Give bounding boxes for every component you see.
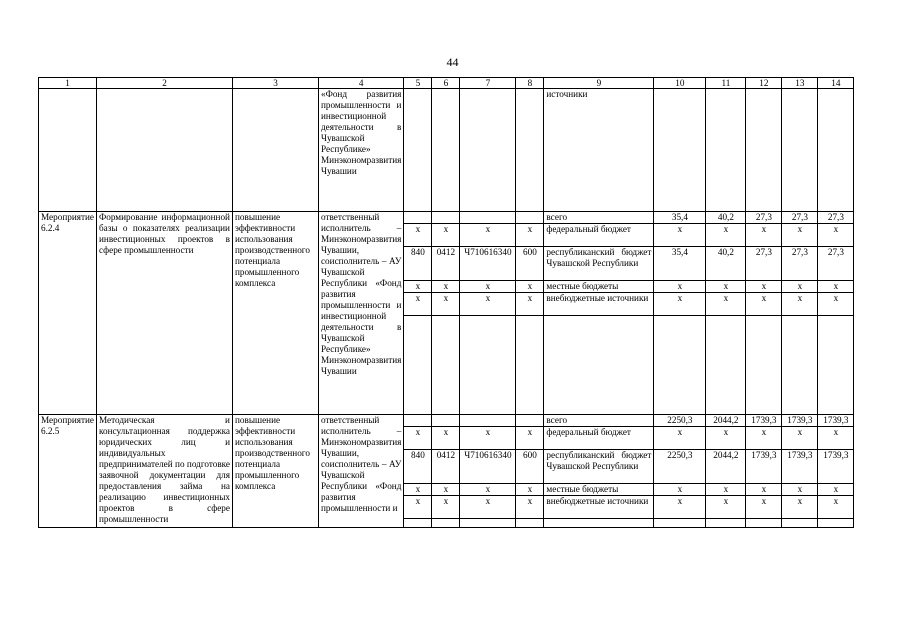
- grbs-code: х: [404, 427, 432, 450]
- col-header: 7: [460, 78, 516, 89]
- value: х: [746, 496, 782, 519]
- col-header: 12: [746, 78, 782, 89]
- col-header: 1: [39, 78, 97, 89]
- value: х: [818, 224, 854, 247]
- funding-source: местные бюджеты: [544, 281, 654, 293]
- grbs-code: 840: [404, 247, 432, 281]
- event-executor: ответственный исполнитель – Минэкономразвития Чувашии, соисполнитель – АУ Чувашской Республики «Фонд развития промышленности и инвестиционной деятельности в Чувашской Республике» Минэкономразвития Чувашии: [318, 212, 403, 415]
- value: х: [654, 484, 706, 496]
- event-name: Методическая и консультационная поддержка юридических лиц и индивидуальных предпринимателей по подготовке заявочной документации для предоставления займа на реализацию инвестиционных проектов в сфере промышленности: [96, 415, 232, 528]
- value: х: [818, 281, 854, 293]
- cell: [432, 316, 460, 415]
- value: х: [706, 427, 746, 450]
- grbs-code: х: [404, 293, 432, 316]
- grbs-code: х: [404, 224, 432, 247]
- event-executor: ответственный исполнитель – Минэкономразвития Чувашии, соисполнитель – АУ Чувашской Республики «Фонд развития промышленности и: [318, 415, 403, 528]
- event-goal: повышение эффективности использования производственного потенциала промышленного комплекса: [232, 212, 318, 415]
- target-code: [460, 415, 516, 427]
- cell: [460, 89, 516, 212]
- value: х: [746, 224, 782, 247]
- continuation-row: [39, 89, 854, 212]
- cell: [516, 89, 544, 212]
- col-header: 11: [706, 78, 746, 89]
- cell: [544, 316, 654, 415]
- col-header: 2: [96, 78, 232, 89]
- cell: [706, 89, 746, 212]
- value: х: [654, 224, 706, 247]
- cell: [39, 89, 97, 212]
- cell: [706, 519, 746, 528]
- section-code: 0412: [432, 450, 460, 484]
- value: 1739,3: [818, 450, 854, 484]
- value: 40,2: [706, 212, 746, 224]
- section-code: х: [432, 281, 460, 293]
- target-code: Ч710616340: [460, 247, 516, 281]
- col-header: 8: [516, 78, 544, 89]
- cell: [818, 89, 854, 212]
- value: 1739,3: [746, 450, 782, 484]
- expense-type: х: [516, 281, 544, 293]
- section-code: х: [432, 496, 460, 519]
- cell: [782, 316, 818, 415]
- expense-type: 600: [516, 247, 544, 281]
- column-number-row: [39, 78, 854, 89]
- cell: [746, 316, 782, 415]
- cell: [654, 89, 706, 212]
- value: х: [782, 427, 818, 450]
- value: 1739,3: [782, 415, 818, 427]
- expense-type: [516, 212, 544, 224]
- value: 2250,3: [654, 450, 706, 484]
- value: 2044,2: [706, 415, 746, 427]
- funding-source: всего: [544, 212, 654, 224]
- cell: [516, 519, 544, 528]
- table-row: [39, 415, 854, 427]
- value: 35,4: [654, 212, 706, 224]
- cell: [746, 519, 782, 528]
- grbs-code: [404, 415, 432, 427]
- cell: [232, 89, 318, 212]
- value: х: [782, 496, 818, 519]
- cell: [544, 519, 654, 528]
- value: х: [782, 293, 818, 316]
- col-header: 14: [818, 78, 854, 89]
- grbs-code: х: [404, 281, 432, 293]
- col-header: 3: [232, 78, 318, 89]
- funding-source: республиканский бюджет Чувашской Республики: [544, 247, 654, 281]
- col-header: 4: [318, 78, 403, 89]
- value: х: [746, 281, 782, 293]
- executor-continued: «Фонд развития промышленности и инвестиционной деятельности в Чувашской Республике» Минэкономразвития Чувашии: [318, 89, 403, 212]
- target-code: Ч710616340: [460, 450, 516, 484]
- grbs-code: х: [404, 496, 432, 519]
- cell: [96, 89, 232, 212]
- col-header: 9: [544, 78, 654, 89]
- grbs-code: [404, 212, 432, 224]
- value: х: [654, 427, 706, 450]
- value: 1739,3: [746, 415, 782, 427]
- funding-source: внебюджетные источники: [544, 496, 654, 519]
- event-id: Мероприятие 6.2.4: [39, 212, 97, 415]
- funding-source: федеральный бюджет: [544, 224, 654, 247]
- value: х: [746, 484, 782, 496]
- cell: [460, 519, 516, 528]
- value: 35,4: [654, 247, 706, 281]
- cell: [432, 89, 460, 212]
- section-code: х: [432, 484, 460, 496]
- target-code: х: [460, 484, 516, 496]
- section-code: х: [432, 427, 460, 450]
- cell: [404, 519, 432, 528]
- funding-source: республиканский бюджет Чувашской Республики: [544, 450, 654, 484]
- target-code: х: [460, 281, 516, 293]
- expense-type: 600: [516, 450, 544, 484]
- value: 27,3: [782, 212, 818, 224]
- expense-type: х: [516, 496, 544, 519]
- cell: [460, 316, 516, 415]
- cell: [746, 89, 782, 212]
- cell: [782, 519, 818, 528]
- target-code: х: [460, 293, 516, 316]
- value: 27,3: [818, 212, 854, 224]
- target-code: [460, 212, 516, 224]
- cell: [782, 89, 818, 212]
- value: х: [818, 496, 854, 519]
- cell: [432, 519, 460, 528]
- value: 27,3: [818, 247, 854, 281]
- value: х: [654, 281, 706, 293]
- section-code: [432, 212, 460, 224]
- value: х: [782, 224, 818, 247]
- value: 1739,3: [818, 415, 854, 427]
- expense-type: х: [516, 293, 544, 316]
- budget-table: [38, 77, 854, 528]
- cell: [654, 519, 706, 528]
- grbs-code: х: [404, 484, 432, 496]
- expense-type: х: [516, 427, 544, 450]
- value: х: [746, 427, 782, 450]
- value: х: [818, 427, 854, 450]
- cell: [404, 316, 432, 415]
- expense-type: [516, 415, 544, 427]
- value: х: [654, 293, 706, 316]
- col-header: 10: [654, 78, 706, 89]
- value: х: [782, 281, 818, 293]
- event-name: Формирование информационной базы о показателях реализации инвестиционных проектов в сфере промышленности: [96, 212, 232, 415]
- value: х: [706, 496, 746, 519]
- funding-source: внебюджетные источники: [544, 293, 654, 316]
- value: 1739,3: [782, 450, 818, 484]
- cell: [404, 89, 432, 212]
- target-code: х: [460, 224, 516, 247]
- section-code: [432, 415, 460, 427]
- value: х: [818, 484, 854, 496]
- table-row: [39, 212, 854, 224]
- value: х: [746, 293, 782, 316]
- value: х: [818, 293, 854, 316]
- value: 2044,2: [706, 450, 746, 484]
- value: х: [706, 293, 746, 316]
- cell: [818, 316, 854, 415]
- section-code: х: [432, 293, 460, 316]
- value: 27,3: [782, 247, 818, 281]
- section-code: 0412: [432, 247, 460, 281]
- col-header: 5: [404, 78, 432, 89]
- funding-source: федеральный бюджет: [544, 427, 654, 450]
- value: 27,3: [746, 212, 782, 224]
- col-header: 6: [432, 78, 460, 89]
- value: х: [706, 224, 746, 247]
- value: х: [706, 281, 746, 293]
- value: х: [654, 496, 706, 519]
- target-code: х: [460, 427, 516, 450]
- grbs-code: 840: [404, 450, 432, 484]
- cell: [706, 316, 746, 415]
- page-number: 44: [446, 55, 459, 69]
- col-header: 13: [782, 78, 818, 89]
- section-code: х: [432, 224, 460, 247]
- funding-source: всего: [544, 415, 654, 427]
- value: х: [782, 484, 818, 496]
- event-goal: повышение эффективности использования производственного потенциала промышленного комплекса: [232, 415, 318, 528]
- source-continued: источники: [544, 89, 654, 212]
- cell: [516, 316, 544, 415]
- value: 40,2: [706, 247, 746, 281]
- value: х: [706, 484, 746, 496]
- value: 27,3: [746, 247, 782, 281]
- cell: [654, 316, 706, 415]
- value: 2250,3: [654, 415, 706, 427]
- expense-type: х: [516, 484, 544, 496]
- funding-source: местные бюджеты: [544, 484, 654, 496]
- expense-type: х: [516, 224, 544, 247]
- event-id: Мероприятие 6.2.5: [39, 415, 97, 528]
- target-code: х: [460, 496, 516, 519]
- cell: [818, 519, 854, 528]
